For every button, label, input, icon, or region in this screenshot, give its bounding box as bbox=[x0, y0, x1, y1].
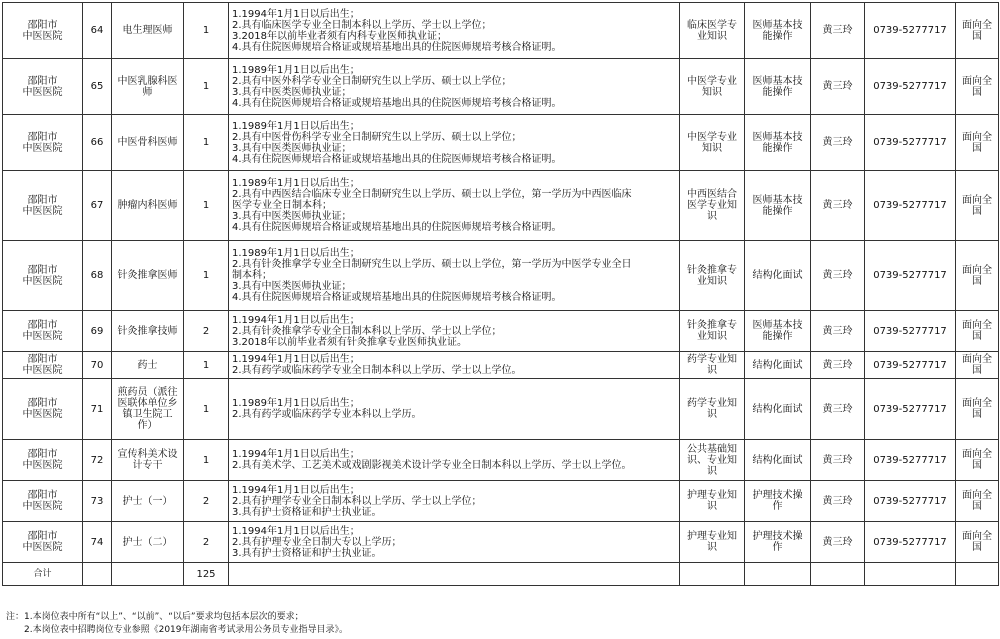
employer-cell: 邵阳市 中医医院 bbox=[3, 115, 83, 171]
phone-cell: 0739-5277717 bbox=[865, 171, 956, 241]
empty-cell bbox=[745, 563, 811, 586]
written-exam-cell: 药学专业知 识 bbox=[680, 379, 745, 440]
empty-cell bbox=[680, 563, 745, 586]
total-label: 合计 bbox=[3, 563, 83, 586]
footnote-line: 注：1.本岗位表中所有“以上”、“以前”、“以后”要求均包括本层次的要求； bbox=[6, 612, 304, 622]
position-name-cell: 电生理医师 bbox=[112, 3, 184, 59]
recruitment-position-sheet bbox=[2, 2, 999, 586]
contact-person-cell: 黄三玲 bbox=[811, 241, 865, 311]
written-exam-cell: 针灸推拿专 业知识 bbox=[680, 241, 745, 311]
skills-exam-cell: 结构化面试 bbox=[745, 241, 811, 311]
employer-cell: 邵阳市 中医医院 bbox=[3, 3, 83, 59]
table-row bbox=[3, 115, 999, 171]
employer-cell: 邵阳市 中医医院 bbox=[3, 59, 83, 115]
headcount-cell: 1 bbox=[184, 241, 229, 311]
phone-cell: 0739-5277717 bbox=[865, 379, 956, 440]
requirements-cell: 1.1994年1月1日以后出生； 2.具有临床医学专业全日制本科以上学历、学士以上学位； 3.2018年以前毕业者须有内科专业医师执业证； 4.具有住院医师规培合格证或规培基地出具的住院医师规培考核合格证明。 bbox=[229, 3, 680, 59]
requirements-cell: 1.1994年1月1日以后出生； 2.具有美术学、工艺美术或戏剧影视美术设计学专业全日制本科以上学历、学士以上学位。 bbox=[229, 440, 680, 481]
phone-cell: 0739-5277717 bbox=[865, 241, 956, 311]
headcount-cell: 2 bbox=[184, 522, 229, 563]
phone-cell: 0739-5277717 bbox=[865, 481, 956, 522]
empty-cell bbox=[229, 563, 680, 586]
recruitment-scope-cell: 面向全 国 bbox=[956, 379, 999, 440]
headcount-cell: 1 bbox=[184, 171, 229, 241]
written-exam-cell: 护理专业知 识 bbox=[680, 522, 745, 563]
empty-cell bbox=[956, 563, 999, 586]
recruitment-scope-cell: 面向全 国 bbox=[956, 115, 999, 171]
skills-exam-cell: 医师基本技 能操作 bbox=[745, 59, 811, 115]
position-number-cell: 66 bbox=[83, 115, 112, 171]
skills-exam-cell: 医师基本技 能操作 bbox=[745, 311, 811, 352]
table-row bbox=[3, 241, 999, 311]
headcount-cell: 2 bbox=[184, 311, 229, 352]
position-name-cell: 药士 bbox=[112, 352, 184, 379]
contact-person-cell: 黄三玲 bbox=[811, 115, 865, 171]
recruitment-scope-cell: 面向全 国 bbox=[956, 171, 999, 241]
skills-exam-cell: 结构化面试 bbox=[745, 440, 811, 481]
position-table bbox=[2, 2, 999, 586]
position-name-cell: 针灸推拿医师 bbox=[112, 241, 184, 311]
requirements-cell: 1.1994年1月1日以后出生； 2.具有护理学专业全日制本科以上学历、学士以上学位； 3.具有护士资格证和护士执业证。 bbox=[229, 481, 680, 522]
empty-cell bbox=[865, 563, 956, 586]
requirements-cell: 1.1989年1月1日以后出生； 2.具有中西医结合临床专业全日制研究生以上学历、硕士以上学位，第一学历为中西医临床 医学专业全日制本科； 3.具有中医类医师执业证； 4.具有住院医师规培合格证或规培基地出具的住院医师规培考核合格证明。 bbox=[229, 171, 680, 241]
employer-cell: 邵阳市 中医医院 bbox=[3, 481, 83, 522]
contact-person-cell: 黄三玲 bbox=[811, 379, 865, 440]
skills-exam-cell: 结构化面试 bbox=[745, 352, 811, 379]
skills-exam-cell: 医师基本技 能操作 bbox=[745, 115, 811, 171]
recruitment-scope-cell: 面向全 国 bbox=[956, 241, 999, 311]
contact-person-cell: 黄三玲 bbox=[811, 311, 865, 352]
phone-cell: 0739-5277717 bbox=[865, 59, 956, 115]
position-number-cell: 69 bbox=[83, 311, 112, 352]
requirements-cell: 1.1989年1月1日以后出生； 2.具有中医外科学专业全日制研究生以上学历、硕士以上学位； 3.具有中医类医师执业证； 4.具有住院医师规培合格证或规培基地出具的住院医师规培考核合格证明。 bbox=[229, 59, 680, 115]
employer-cell: 邵阳市 中医医院 bbox=[3, 352, 83, 379]
position-number-cell: 64 bbox=[83, 3, 112, 59]
position-name-cell: 宣传科美术设 计专干 bbox=[112, 440, 184, 481]
skills-exam-cell: 护理技术操 作 bbox=[745, 481, 811, 522]
skills-exam-cell: 医师基本技 能操作 bbox=[745, 3, 811, 59]
requirements-cell: 1.1994年1月1日以后出生； 2.具有药学或临床药学专业全日制本科以上学历、学士以上学位。 bbox=[229, 352, 680, 379]
headcount-cell: 1 bbox=[184, 440, 229, 481]
employer-cell: 邵阳市 中医医院 bbox=[3, 522, 83, 563]
position-name-cell: 中医乳腺科医 师 bbox=[112, 59, 184, 115]
position-number-cell: 74 bbox=[83, 522, 112, 563]
written-exam-cell: 中医学专业 知识 bbox=[680, 59, 745, 115]
table-row bbox=[3, 3, 999, 59]
contact-person-cell: 黄三玲 bbox=[811, 481, 865, 522]
contact-person-cell: 黄三玲 bbox=[811, 171, 865, 241]
recruitment-scope-cell: 面向全 国 bbox=[956, 59, 999, 115]
table-row bbox=[3, 440, 999, 481]
recruitment-scope-cell: 面向全 国 bbox=[956, 352, 999, 379]
employer-cell: 邵阳市 中医医院 bbox=[3, 379, 83, 440]
position-number-cell: 71 bbox=[83, 379, 112, 440]
requirements-cell: 1.1994年1月1日以后出生； 2.具有护理专业全日制大专以上学历； 3.具有护士资格证和护士执业证。 bbox=[229, 522, 680, 563]
requirements-cell: 1.1989年1月1日以后出生； 2.具有针灸推拿学专业全日制研究生以上学历、硕士以上学位，第一学历为中医学专业全日 制本科； 3.具有中医类医师执业证； 4.具有住院医师规培合格证或规培基地出具的住院医师规培考核合格证明。 bbox=[229, 241, 680, 311]
contact-person-cell: 黄三玲 bbox=[811, 440, 865, 481]
footnote-line: 2.本岗位表中招聘岗位专业参照《2019年湖南省考试录用公务员专业指导目录》。 bbox=[6, 625, 348, 635]
skills-exam-cell: 医师基本技 能操作 bbox=[745, 171, 811, 241]
phone-cell: 0739-5277717 bbox=[865, 440, 956, 481]
headcount-cell: 1 bbox=[184, 59, 229, 115]
headcount-cell: 1 bbox=[184, 115, 229, 171]
written-exam-cell: 临床医学专 业知识 bbox=[680, 3, 745, 59]
position-number-cell: 73 bbox=[83, 481, 112, 522]
headcount-cell: 1 bbox=[184, 3, 229, 59]
phone-cell: 0739-5277717 bbox=[865, 115, 956, 171]
total-row bbox=[3, 563, 999, 586]
headcount-cell: 2 bbox=[184, 481, 229, 522]
written-exam-cell: 中西医结合 医学专业知 识 bbox=[680, 171, 745, 241]
recruitment-scope-cell: 面向全 国 bbox=[956, 311, 999, 352]
position-number-cell: 68 bbox=[83, 241, 112, 311]
contact-person-cell: 黄三玲 bbox=[811, 352, 865, 379]
table-row bbox=[3, 481, 999, 522]
requirements-cell: 1.1989年1月1日以后出生； 2.具有中医骨伤科学专业全日制研究生以上学历、硕士以上学位； 3.具有中医类医师执业证； 4.具有住院医师规培合格证或规培基地出具的住院医师规培考核合格证明。 bbox=[229, 115, 680, 171]
position-name-cell: 煎药员（派往 医联体单位乡 镇卫生院工 作） bbox=[112, 379, 184, 440]
employer-cell: 邵阳市 中医医院 bbox=[3, 171, 83, 241]
written-exam-cell: 护理专业知 识 bbox=[680, 481, 745, 522]
written-exam-cell: 药学专业知 识 bbox=[680, 352, 745, 379]
contact-person-cell: 黄三玲 bbox=[811, 59, 865, 115]
phone-cell: 0739-5277717 bbox=[865, 3, 956, 59]
total-count: 125 bbox=[184, 563, 229, 586]
empty-cell bbox=[112, 563, 184, 586]
recruitment-scope-cell: 面向全 国 bbox=[956, 481, 999, 522]
skills-exam-cell: 结构化面试 bbox=[745, 379, 811, 440]
requirements-cell: 1.1994年1月1日以后出生； 2.具有针灸推拿学专业全日制本科以上学历、学士以上学位； 3.2018年以前毕业者须有针灸推拿专业医师执业证。 bbox=[229, 311, 680, 352]
headcount-cell: 1 bbox=[184, 379, 229, 440]
position-name-cell: 针灸推拿技师 bbox=[112, 311, 184, 352]
employer-cell: 邵阳市 中医医院 bbox=[3, 440, 83, 481]
phone-cell: 0739-5277717 bbox=[865, 352, 956, 379]
phone-cell: 0739-5277717 bbox=[865, 311, 956, 352]
employer-cell: 邵阳市 中医医院 bbox=[3, 311, 83, 352]
employer-cell: 邵阳市 中医医院 bbox=[3, 241, 83, 311]
requirements-cell: 1.1989年1月1日以后出生； 2.具有药学或临床药学专业本科以上学历。 bbox=[229, 379, 680, 440]
table-row bbox=[3, 352, 999, 379]
position-name-cell: 中医骨科医师 bbox=[112, 115, 184, 171]
recruitment-scope-cell: 面向全 国 bbox=[956, 440, 999, 481]
recruitment-scope-cell: 面向全 国 bbox=[956, 3, 999, 59]
empty-cell bbox=[811, 563, 865, 586]
written-exam-cell: 公共基础知 识、专业知 识 bbox=[680, 440, 745, 481]
recruitment-scope-cell: 面向全 国 bbox=[956, 522, 999, 563]
written-exam-cell: 中医学专业 知识 bbox=[680, 115, 745, 171]
empty-cell bbox=[83, 563, 112, 586]
position-name-cell: 肿瘤内科医师 bbox=[112, 171, 184, 241]
position-number-cell: 67 bbox=[83, 171, 112, 241]
table-row bbox=[3, 59, 999, 115]
contact-person-cell: 黄三玲 bbox=[811, 522, 865, 563]
table-row bbox=[3, 379, 999, 440]
table-row bbox=[3, 171, 999, 241]
position-name-cell: 护士（一） bbox=[112, 481, 184, 522]
table-row bbox=[3, 311, 999, 352]
table-row bbox=[3, 522, 999, 563]
contact-person-cell: 黄三玲 bbox=[811, 3, 865, 59]
footnotes bbox=[6, 611, 348, 637]
skills-exam-cell: 护理技术操 作 bbox=[745, 522, 811, 563]
written-exam-cell: 针灸推拿专 业知识 bbox=[680, 311, 745, 352]
position-name-cell: 护士（二） bbox=[112, 522, 184, 563]
position-number-cell: 70 bbox=[83, 352, 112, 379]
position-number-cell: 72 bbox=[83, 440, 112, 481]
phone-cell: 0739-5277717 bbox=[865, 522, 956, 563]
position-number-cell: 65 bbox=[83, 59, 112, 115]
headcount-cell: 1 bbox=[184, 352, 229, 379]
